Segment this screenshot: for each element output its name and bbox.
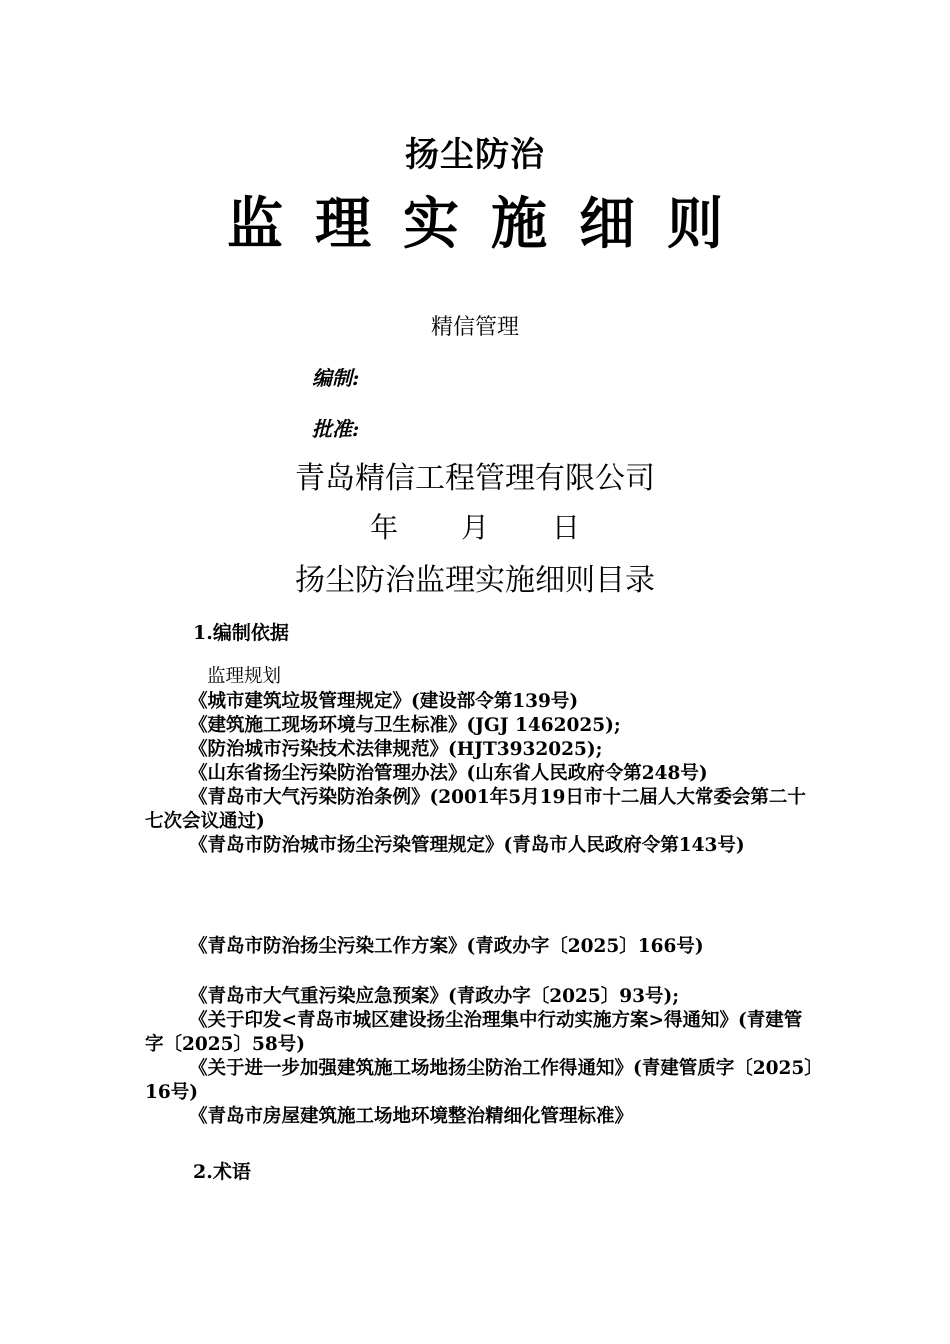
reference-list-b [145, 935, 815, 959]
approved-by-label: 批准: [312, 417, 360, 441]
reference-item: 《青岛市大气重污染应急预案》(青政办字〔2025〕93号); [189, 986, 680, 1007]
date-day: 日 [551, 511, 580, 544]
date-year: 年 [370, 511, 399, 544]
company-name: 青岛精信工程管理有限公司 [295, 461, 655, 496]
compiled-by-label: 编制: [312, 366, 360, 390]
reference-item: 《关于进一步加强建筑施工场地扬尘防治工作得通知》(青建管质字〔2025〕16号) [145, 1058, 814, 1103]
reference-item: 《建筑施工现场环境与卫生标准》(JGJ 1462025); [189, 715, 621, 736]
reference-item: 《青岛市防治城市扬尘污染管理规定》(青岛市人民政府令第143号) [189, 835, 745, 856]
reference-item: 《防治城市污染技术法律规范》(HJT3932025); [189, 739, 603, 760]
date-month: 月 [460, 511, 489, 544]
reference-item: 监理规划 [207, 666, 282, 687]
toc-title: 扬尘防治监理实施细则目录 [295, 563, 655, 598]
reference-item: 《青岛市防治扬尘污染工作方案》(青政办字〔2025〕166号) [189, 936, 704, 957]
reference-item: 《山东省扬尘污染防治管理办法》(山东省人民政府令第248号) [189, 763, 708, 784]
date-line [0, 506, 950, 546]
doc-title-line2: 监理实施细则 [227, 191, 755, 257]
reference-item: 《青岛市大气污染防治条例》(2001年5月19日市十二届人大常委会第二十七次会议通过) [145, 787, 806, 832]
doc-subtitle: 精信管理 [430, 315, 519, 340]
reference-item: 《青岛市房屋建筑施工场地环境整治精细化管理标准》 [189, 1106, 634, 1127]
section-2-heading: 2.术语 [193, 1161, 251, 1183]
section-1-heading: 1.编制依据 [193, 622, 289, 644]
doc-title-line1: 扬尘防治 [405, 135, 545, 175]
reference-item: 《城市建筑垃圾管理规定》(建设部令第139号) [189, 691, 579, 712]
reference-item: 《关于印发<青岛市城区建设扬尘治理集中行动实施方案>得通知》(青建管字〔2025〕58号) [145, 1010, 803, 1055]
reference-list-c [145, 985, 815, 1129]
reference-list-a [145, 690, 815, 858]
